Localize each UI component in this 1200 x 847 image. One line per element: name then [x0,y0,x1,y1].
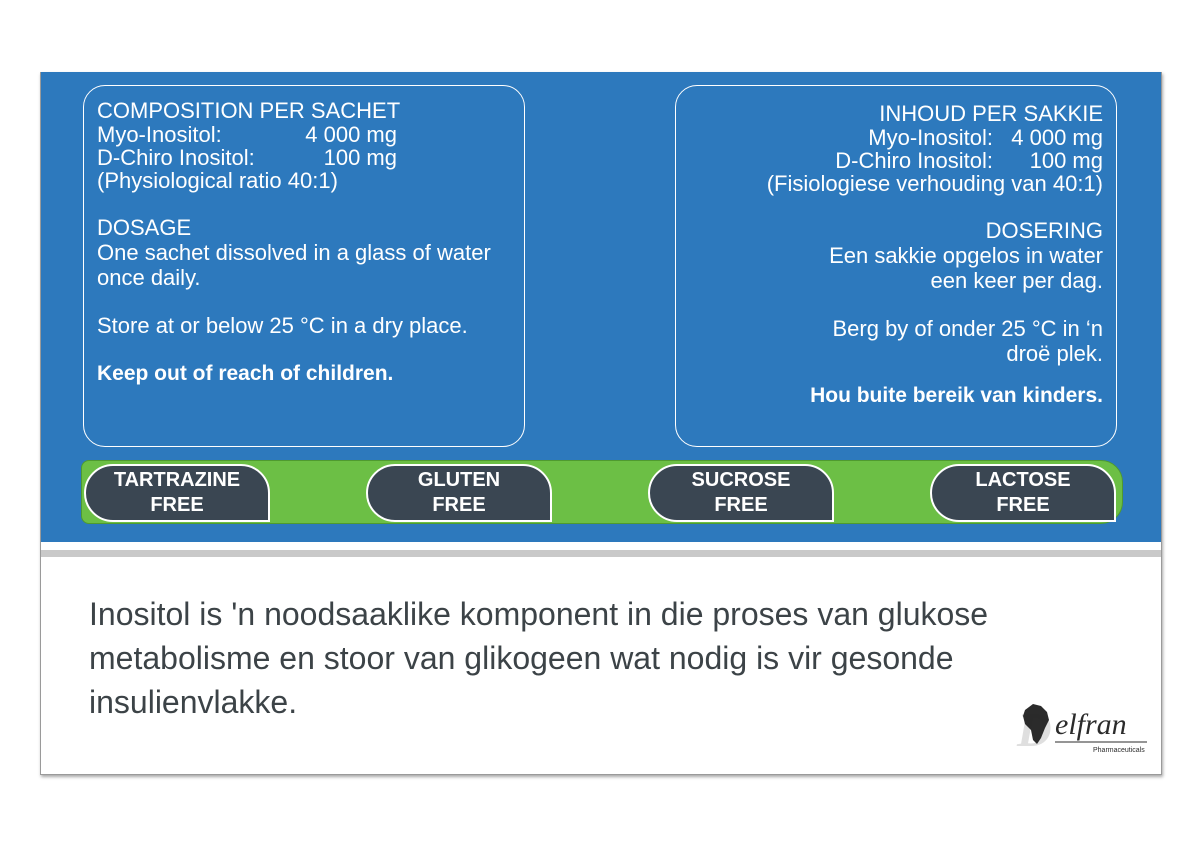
ingredient-name: Myo-Inositol: [97,122,222,147]
description-text: Inositol is 'n noodsaaklike komponent in die proses van glukose metabolisme en stoor van glikogeen wat nodig is vir gesonde insulienvlakke. [89,596,989,720]
badge-line2: FREE [714,494,768,516]
badge-line2: FREE [996,494,1050,516]
label-panel [40,72,1162,775]
composition-heading: COMPOSITION PER SACHET [97,98,401,123]
free-badge [930,464,1116,522]
delfran-logo [1011,690,1161,760]
free-badge [84,464,270,522]
ratio-note-af: (Fisiologiese verhouding van 40:1) [766,171,1103,196]
info-section [41,72,1161,542]
badge-line1: LACTOSE [975,469,1071,491]
free-badge [648,464,834,522]
ingredient-amount-af: 4 000 mg [1011,125,1103,150]
badge-line2: FREE [150,494,204,516]
dosage-text-af-line2: een keer per dag. [930,268,1103,293]
storage-text-af-line2: droë plek. [1006,341,1103,366]
ratio-note: (Physiological ratio 40:1) [97,168,338,193]
brand-name: elfran [1055,708,1127,741]
ingredient-name: D-Chiro Inositol: [97,145,255,170]
brand-tagline: Pharmaceuticals [1093,747,1145,754]
ingredient-row [97,123,511,146]
storage-text-af-line1: Berg by of onder 25 °C in ‘n [832,316,1103,341]
section-divider [41,550,1161,557]
child-warning: Keep out of reach of children. [97,362,394,385]
badge-line2: FREE [432,494,486,516]
dosage-heading-af: DOSERING [985,218,1103,243]
dosage-text-af-line1: Een sakkie opgelos in water [829,243,1103,268]
ingredient-amount-af: 100 mg [1029,148,1103,173]
ingredient-name-af: Myo-Inositol: [868,125,993,150]
composition-heading-af: INHOUD PER SAKKIE [879,101,1103,126]
afrikaans-info-box [675,85,1117,447]
ingredient-name-af: D-Chiro Inositol: [835,148,993,173]
child-warning-af: Hou buite bereik van kinders. [810,384,1103,407]
ingredient-row-af [689,149,1103,172]
dosage-text: One sachet dissolved in a glass of water once daily. [97,240,491,290]
storage-text: Store at or below 25 °C in a dry place. [97,313,468,338]
dosage-heading: DOSAGE [97,215,192,240]
badge-line1: TARTRAZINE [113,469,241,491]
badge-line1: GLUTEN [417,469,501,491]
ingredient-amount: 100 mg [323,145,397,170]
ingredient-amount: 4 000 mg [305,122,397,147]
ingredient-row-af [689,126,1103,149]
badge-line1: SUCROSE [691,469,791,491]
free-badge [366,464,552,522]
free-from-strip [81,460,1123,524]
brand-initial: D [1017,704,1052,757]
english-info-box [83,85,525,447]
ingredient-row [97,146,511,169]
